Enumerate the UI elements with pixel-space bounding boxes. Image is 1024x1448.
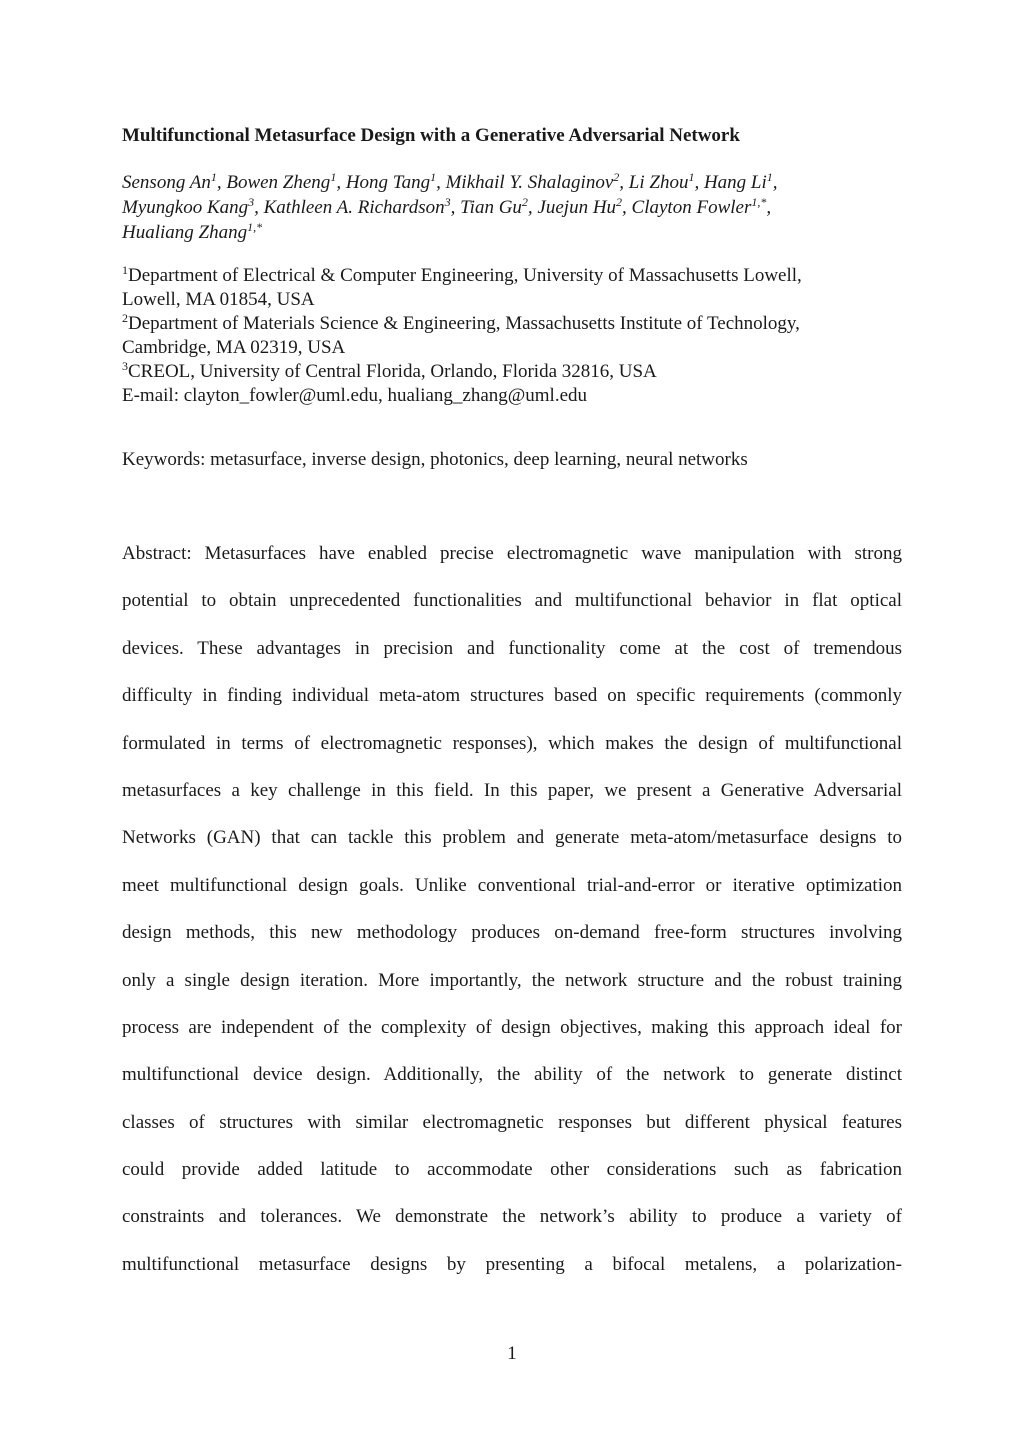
affiliation-1-line-2: Lowell, MA 01854, USA (122, 289, 315, 310)
author (629, 172, 704, 193)
affiliation-text: Department of Electrical & Computer Engineering, University of Massachusetts Lowell, (128, 265, 802, 286)
abstract-line: multifunctional device design. Additionally, the ability of the network to generate distinct (122, 1064, 902, 1086)
author-separator: , (619, 172, 629, 193)
affiliation-text: CREOL, University of Central Florida, Orlando, Florida 32816, USA (128, 361, 657, 382)
author-separator: , (622, 197, 632, 218)
author (704, 172, 778, 193)
author-affiliation-sup: 1 (330, 170, 337, 184)
affiliations (122, 264, 922, 408)
author-name: Clayton Fowler (631, 197, 752, 218)
author-separator: , (694, 172, 704, 193)
author-list (122, 170, 912, 245)
abstract-line: classes of structures with similar electromagnetic responses but different physical features (122, 1111, 902, 1133)
abstract-line: multifunctional metasurface designs by presenting a bifocal metalens, a polarization- (122, 1253, 902, 1275)
author-affiliation-sup: 1 (766, 170, 773, 184)
author-separator: , (436, 172, 446, 193)
author-name: Li Zhou (628, 172, 689, 193)
author-separator: , (766, 197, 772, 218)
author-affiliation-sup: 2 (613, 170, 620, 184)
author-separator: , (254, 197, 264, 218)
author-separator: , (216, 172, 227, 193)
author (346, 172, 446, 193)
affiliation-sup: 1 (122, 263, 128, 277)
author (537, 197, 631, 218)
author-separator: , (450, 197, 461, 218)
author-name: Juejun Hu (537, 197, 617, 218)
author-affiliation-sup: 1,* (247, 220, 263, 234)
author (460, 197, 537, 218)
author-name: Tian Gu (460, 197, 522, 218)
abstract-line: Abstract: Metasurfaces have enabled precise electromagnetic wave manipulation with strong (122, 543, 902, 564)
author-affiliation-sup: 2 (616, 195, 623, 209)
affiliation-sup: 3 (122, 359, 128, 373)
abstract-line: Networks (GAN) that can tackle this problem and generate meta-atom/metasurface designs to (122, 827, 902, 849)
author-affiliation-sup: 1 (688, 170, 695, 184)
author-affiliation-sup: 3 (248, 195, 255, 209)
author (446, 172, 629, 193)
author (122, 172, 226, 193)
abstract-line: only a single design iteration. More importantly, the network structure and the robust training (122, 969, 902, 991)
abstract-line: devices. These advantages in precision and functionality come at the cost of tremendous (122, 637, 902, 659)
affiliation-3-line-1 (122, 360, 922, 384)
abstract-line: constraints and tolerances. We demonstrate the network’s ability to produce a variety of (122, 1206, 902, 1228)
affiliation-1-line-1 (122, 264, 922, 288)
abstract (122, 530, 902, 1288)
keywords: Keywords: metasurface, inverse design, photonics, deep learning, neural networks (122, 449, 748, 470)
author (122, 197, 264, 218)
author (226, 172, 345, 193)
abstract-line: design methods, this new methodology produces on-demand free-form structures involving (122, 922, 902, 944)
abstract-line: metasurfaces a key challenge in this field. In this paper, we present a Generative Adversarial (122, 779, 902, 801)
author-name: Kathleen A. Richardson (263, 197, 445, 218)
author-name: Hang Li (703, 172, 767, 193)
author-separator: , (336, 172, 346, 193)
author-affiliation-sup: 1,* (751, 195, 767, 209)
affiliation-2-line-1 (122, 312, 922, 336)
abstract-line: difficulty in finding individual meta-atom structures based on specific requirements (commonly (122, 685, 902, 707)
author (264, 197, 461, 218)
author-name: Sensong An (122, 172, 211, 193)
author (632, 197, 772, 218)
author (122, 222, 262, 243)
contact-email: E-mail: clayton_fowler@uml.edu, hualiang_zhang@uml.edu (122, 385, 588, 406)
author-name: Myungkoo Kang (122, 197, 249, 218)
page-number: 1 (507, 1343, 517, 1364)
author-name: Mikhail Y. Shalaginov (445, 172, 614, 193)
author-separator: , (527, 197, 538, 218)
affiliation-sup: 2 (122, 311, 128, 325)
abstract-line: could provide added latitude to accommodate other considerations such as fabrication (122, 1159, 902, 1181)
author-affiliation-sup: 3 (444, 195, 451, 209)
abstract-line: meet multifunctional design goals. Unlike conventional trial-and-error or iterative optimization (122, 874, 902, 896)
abstract-line: process are independent of the complexity of design objectives, making this approach ideal for (122, 1016, 902, 1038)
abstract-line: potential to obtain unprecedented functionalities and multifunctional behavior in flat optical (122, 590, 902, 612)
author-name: Bowen Zheng (226, 172, 331, 193)
author-affiliation-sup: 1 (430, 170, 437, 184)
author-affiliation-sup: 2 (521, 195, 528, 209)
affiliation-2-line-2: Cambridge, MA 02319, USA (122, 337, 346, 358)
author-affiliation-sup: 1 (210, 170, 217, 184)
paper-title: Multifunctional Metasurface Design with a Generative Adversarial Network (122, 125, 740, 146)
abstract-line: formulated in terms of electromagnetic responses), which makes the design of multifunctional (122, 732, 902, 754)
affiliation-text: Department of Materials Science & Engineering, Massachusetts Institute of Technology, (128, 313, 800, 334)
author-separator: , (772, 172, 778, 193)
author-name: Hong Tang (345, 172, 431, 193)
author-name: Hualiang Zhang (122, 222, 248, 243)
